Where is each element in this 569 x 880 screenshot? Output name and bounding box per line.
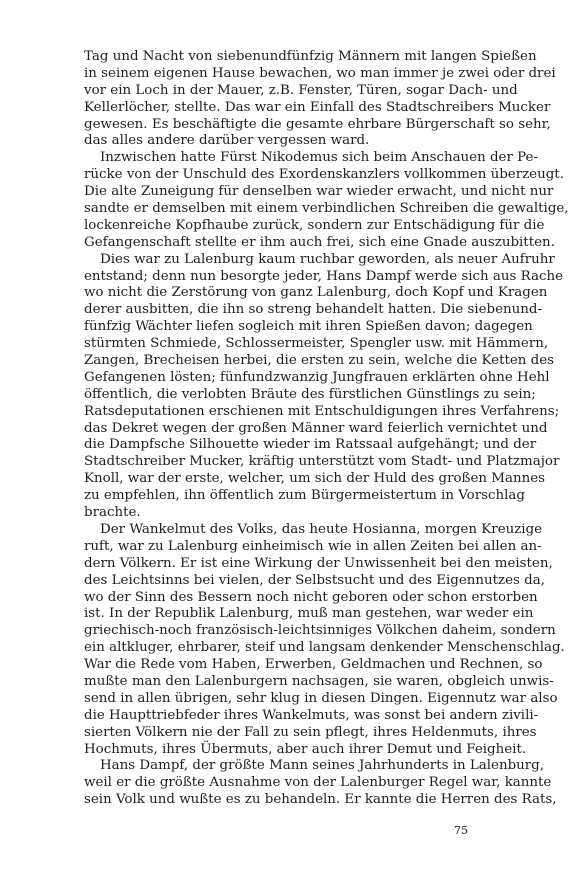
text-line: sierten Völkern nie der Fall zu sein pflegt, ihres Heldenmuts, ihres — [84, 724, 537, 740]
text-line: mußte man den Lalenburgern nachsagen, sie waren, obgleich unwis- — [84, 673, 554, 689]
text-line: send in allen übrigen, sehr klug in diesen Dingen. Eigennutz war also — [84, 690, 558, 706]
paragraph — [84, 49, 556, 150]
text-line: in seinem eigenen Hause bewachen, wo man immer je zwei oder drei — [84, 65, 556, 81]
text-line: stürmten Schmiede, Schlossermeister, Spengler usw. mit Hämmern, — [84, 336, 549, 352]
text-line: Gefangenen lösten; fünfundzwanzig Jungfrauen erklärten ohne Hehl — [84, 369, 550, 385]
text-line: Knoll, war der erste, welcher, um sich der Huld des großen Mannes — [84, 471, 546, 487]
text-line: gewesen. Es beschäftigte die gesamte ehrbare Bürgerschaft so sehr, — [84, 116, 551, 132]
paragraph — [84, 150, 569, 251]
text-line: öffentlich, die verlobten Bräute des fürstlichen Günstlings zu sein; — [84, 386, 536, 402]
text-line: Inzwischen hatte Fürst Nikodemus sich beim Anschauen der Pe- — [100, 150, 538, 166]
text-line: fünfzig Wächter liefen sogleich mit ihren Spießen davon; dagegen — [84, 319, 533, 335]
text-line: brachte. — [84, 505, 141, 521]
text-line: vor ein Loch in der Mauer, z.B. Fenster, Türen, sogar Dach- und — [84, 82, 518, 98]
page-number: 75 — [454, 824, 468, 837]
text-line: dern Völkern. Er ist eine Wirkung der Unwissenheit bei den meisten, — [84, 555, 553, 571]
text-line: Hochmuts, ihres Übermuts, aber auch ihrer Demut und Feigheit. — [84, 741, 527, 757]
text-line: War die Rede vom Haben, Erwerben, Geldmachen und Rechnen, so — [84, 657, 543, 673]
text-line: Stadtschreiber Mucker, kräftig unterstützt vom Stadt- und Platzmajor — [84, 454, 560, 470]
text-line: das Dekret wegen der großen Männer ward feierlich vernichtet und — [84, 420, 548, 436]
text-line: Hans Dampf, der größte Mann seines Jahrhunderts in Lalenburg, — [100, 758, 544, 774]
text-line: lockenreiche Kopfhaube zurück, sondern zur Entschädigung für die — [84, 217, 545, 233]
text-line: das alles andere darüber vergessen ward. — [84, 133, 370, 149]
text-line: weil er die größte Ausnahme von der Lalenburger Regel war, kannte — [84, 775, 552, 791]
text-line: ruft, war zu Lalenburg einheimisch wie in allen Zeiten bei allen an- — [84, 538, 542, 554]
text-line: ist. In der Republik Lalenburg, muß man gestehen, war weder ein — [84, 606, 534, 622]
text-line: sandte er demselben mit einem verbindlichen Schreiben die gewaltige, — [84, 201, 569, 217]
text-line: Der Wankelmut des Volks, das heute Hosianna, morgen Kreuzige — [100, 521, 543, 537]
text-line: Kellerlöcher, stellte. Das war ein Einfall des Stadtschreibers Mucker — [84, 99, 551, 115]
text-line: zu empfehlen, ihn öffentlich zum Bürgermeistertum in Vorschlag — [84, 488, 525, 504]
text-line: wo nicht die Zerstörung von ganz Lalenburg, doch Kopf und Kragen — [84, 285, 548, 301]
text-line: des Leichtsinns bei vielen, der Selbstsucht und des Eigennutzes da, — [84, 572, 545, 588]
text-line: derer ausbitten, die ihn so streng behandelt hatten. Die siebenund- — [84, 302, 543, 318]
text-line: rücke von der Unschuld des Exordenskanzlers vollkommen überzeugt. — [84, 167, 564, 183]
text-line: die Dampfsche Silhouette wieder im Ratssaal aufgehängt; und der — [84, 437, 537, 453]
text-line: wo der Sinn des Bessern noch nicht geboren oder schon erstorben — [84, 589, 538, 605]
text-line: sein Volk und wußte es zu behandeln. Er kannte die Herren des Rats, — [84, 792, 557, 808]
text-line: griechisch-noch französisch-leichtsinniges Völkchen daheim, sondern — [84, 623, 556, 639]
text-line: die Haupttriebfeder ihres Wankelmuts, was sonst bei andern zivili- — [84, 707, 539, 723]
text-line: Die alte Zuneigung für denselben war wieder erwacht, und nicht nur — [84, 184, 554, 200]
text-line: Zangen, Brecheisen herbei, die ersten zu sein, welche die Ketten des — [84, 353, 555, 369]
body-text — [84, 49, 569, 809]
text-line: Gefangenschaft stellte er ihm auch frei, sich eine Gnade auszubitten. — [84, 234, 555, 250]
paragraph — [84, 251, 564, 522]
text-line: ein altkluger, ehrbarer, steif und langsam denkender Menschenschlag. — [84, 640, 565, 656]
text-line: entstand; denn nun besorgte jeder, Hans Dampf werde sich aus Rache — [84, 268, 564, 284]
text-line: Ratsdeputationen erschienen mit Entschuldigungen ihres Verfahrens; — [84, 403, 560, 419]
text-line: Dies war zu Lalenburg kaum ruchbar geworden, als neuer Aufruhr — [100, 251, 555, 267]
paragraph — [84, 521, 565, 758]
paragraph — [84, 758, 557, 809]
text-line: Tag und Nacht von siebenundfünfzig Männern mit langen Spießen — [84, 49, 537, 64]
